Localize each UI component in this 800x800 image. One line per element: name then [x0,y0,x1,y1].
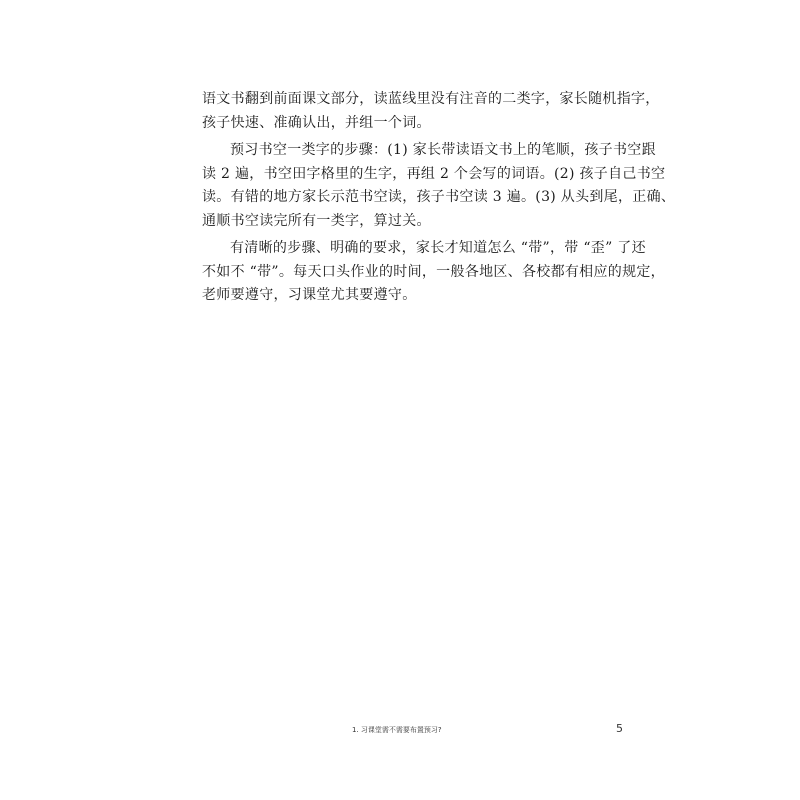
text-line: 读。有错的地方家长示范书空读，孩子书空读 3 遍。(3) 从头到尾，正确、 [202,189,676,205]
paragraph-1 [202,88,660,135]
body-text [202,88,676,308]
text-line: 语文书翻到前面课文部分，读蓝线里没有注音的二类字，家长随机指字， [202,91,660,107]
paragraph-2 [202,139,676,233]
paragraph-3 [202,237,665,308]
text-line: 孩子快速、准确认出，并组一个词。 [202,114,431,131]
running-footer-title: 1. 习课堂需不需要布置预习? [352,726,442,734]
text-line: 通顺书空读完所有一类字，算过关。 [202,212,431,229]
text-line: 读 2 遍，书空田字格里的生字，再组 2 个会写的词语。(2) 孩子自己书空 [202,165,666,182]
page-number: 5 [616,722,623,735]
text-line: 不如不 “带”。每天口头作业的时间，一般各地区、各校都有相应的规定， [202,263,665,280]
text-line: 预习书空一类字的步骤：(1) 家长带读语文书上的笔顺，孩子书空跟 [230,142,656,158]
text-line: 老师要遵守，习课堂尤其要遵守。 [202,287,417,303]
text-line: 有清晰的步骤、明确的要求，家长才知道怎么 “带”，带 “歪” 了还 [230,240,646,256]
